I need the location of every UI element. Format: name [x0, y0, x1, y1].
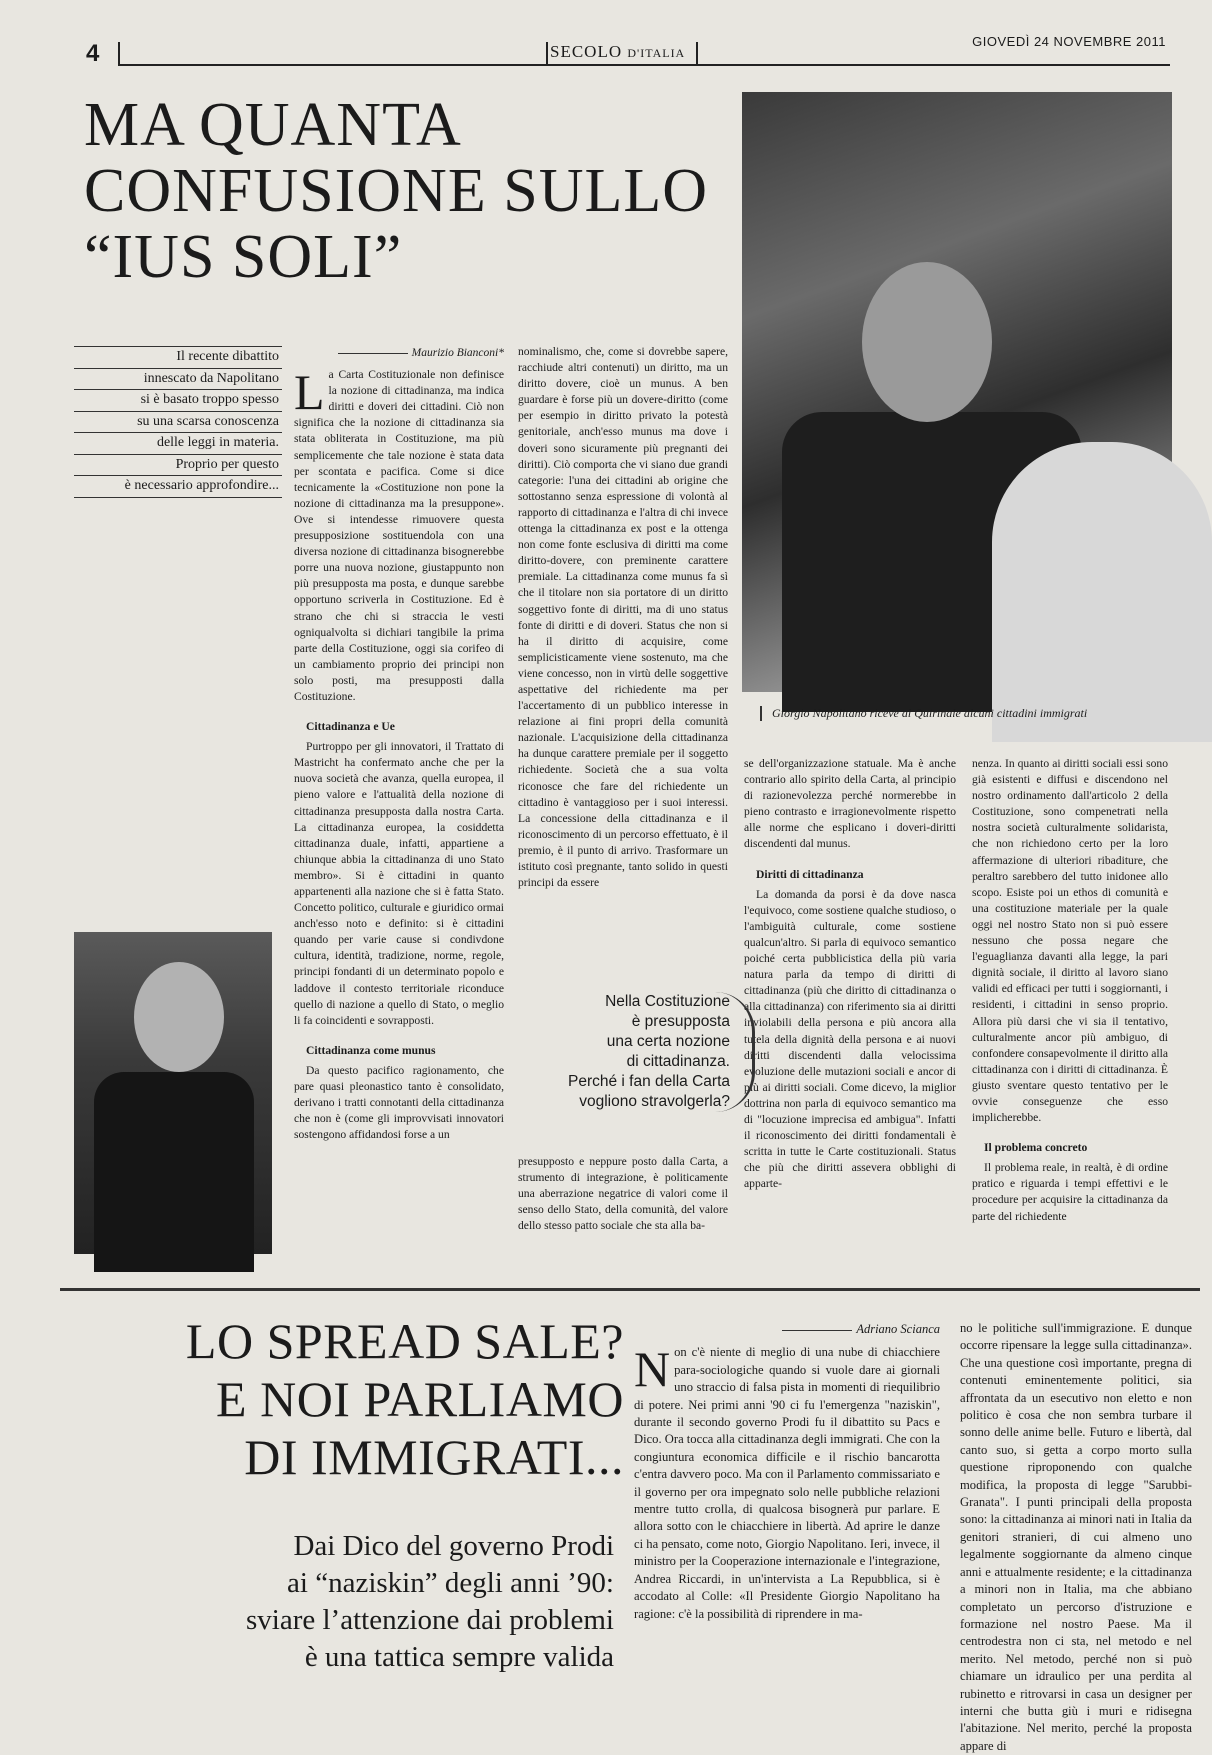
- article1-column-2: [518, 344, 728, 891]
- issue-date: GIOVEDÌ 24 NOVEMBRE 2011: [972, 34, 1166, 49]
- article2-column-2: [960, 1320, 1192, 1753]
- subhead-cittadinanza-ue: Cittadinanza e Ue: [306, 720, 395, 734]
- article1-headline: MA QUANTA CONFUSIONE SULLO “IUS SOLI”: [84, 91, 708, 291]
- pull-quote-line: Nella Costituzione: [605, 993, 730, 1010]
- pull-quote-line: Perché i fan della Carta: [568, 1073, 730, 1090]
- article2-col1-paragraph: Non c'è niente di meglio di una nube di chiacchiere para-sociologiche quando si vuole dare ai giornali uno straccio di falsa pista in momenti di riequilibrio di potere. Nei primi anni '90 ci fu l'emergenza "naziskin", durante il secondo governo Prodi fu il dibattito su Pacs e Dico. Ora tocca alla cittadinanza degli immigrati. Che con la congiuntura economica difficile e il rischio bancarotta c'entra davvero poco. Ma con il Parlamento commissariato e il governo per ora impegnato solo nelle pubbliche relazioni mentre tutto crolla, di qualcosa bisognerà pur parlare. E allora sotto con le chiacchiere in libertà. Ad aprire le danze ci ha pensato, come noto, Giorgio Napolitano. Ieri, invece, il ministro per la Cooperazione internazionale e l'integrazione, Andrea Riccardi, in un'intervista a La Repubblica, si è accodato al Colle: «Il Presidente Giorgio Napolitano ha ragione: c'è la possibilità di riprendere in ma-: [634, 1341, 940, 1621]
- article1-col4-paragraph: nenza. In quanto ai diritti sociali essi sono già esistenti e diffusi e discendono nel nostro ordinamento dall'articolo 2 della Costituzione, sono compenetrati nella nostra società culturalmente solidarista, che non richiedono certo per la loro affermazione di ulteriori ribaditure, che peraltro sarebbero del tutto inidonee allo scopo. Esiste poi un ethos di comunità e una costituzione materiale per la quale oggi nel nostro Stato non si può essere nessuno che possa negare che l'eguaglianza davanti alla legge, la pari dignità sociale, il diritto al lavoro siano validi ed efficaci per tutti i soggiornanti, i residenti, i cittadini in senso proprio. Allora più darsi che vi sia il tentativo, culturalmente ancor più ambiguo, di confondere consapevolmente il diritto alla cittadinanza con i diritti di cittadinanza. È giusto sventare questo tentativo per le ovvie conseguenze che esso implicherebbe.: [972, 757, 1168, 1125]
- masthead-tick: [546, 42, 548, 66]
- article1-intro-paragraph: La Carta Costituzionale non definisce la nozione di cittadinanza, ma indica diritti e doveri dei cittadini. Ciò non significa che la nozione di cittadinanza sia stata obliterata in Costituzione, ma più semplicemente che tale nozione è stata data per scontata e pacifica. Come si dice tecnicamente la «Costituzione non pone la nozione di cittadinanza ma la presuppone». Ove si intendesse rimuovere questa presupposizione sostituendola con una diversa nozione di cittadinanza bisognerebbe porre una nuova nozione, giustappunto non più presupposta ma posta, e dunque sarebbe opportuno scriverla in Costituzione. Ed è strano che chi si straccia le vesti ogniqualvolta si dichiari tangibile la prima parte della Costituzione, oggi sia corifeo di un cambiamento proprio dei principi non solo posti, ma presupposti dalla Costituzione.: [294, 364, 504, 703]
- masthead-rule: [120, 64, 1170, 66]
- pull-quote-line: vogliono stravolgerla?: [579, 1093, 730, 1110]
- article2-subtitle: [104, 1528, 614, 1676]
- article2-col2-paragraph: no le politiche sull'immigrazione. E dunque occorre ripensare la legge sulla cittadinanza». Che una questione così importante, pregna di contenuti eminentemente politici, sia affrontata da un esecutivo non eletto e non politico è cosa che non sembra turbare il sonno delle anime belle. Futuro e libertà, dal canto suo, si getta a corpo morto sulla questione riproponendo con qualche modifica, la proposta di legge "Sarubbi-Granata". I punti principali della proposta sono: la cittadinanza ai minori nati in Italia da genitori stranieri, di cui almeno uno legalmente soggiornante da almeno cinque anni e attualmente residente; e la cittadinanza a minori non in Italia, ma che abbiano completato un percorso d'istruzione e formazione nel nostro Paese. Ma il centrodestra non ci sta, nel metodo e nel merito. Nel metodo, perché non si può chiamare un idraulico per una perdita al rubinetto e ritrovarsi in casa un designer per interni che butta giù i muri e ridisegna l'abitazione. Nel merito, perché la proposta appare di: [960, 1321, 1192, 1753]
- article2-headline: [104, 1312, 624, 1486]
- article1-col3-paragraph: La domanda da porsi è da dove nasca l'equivoco, come sostiene qualche studioso, o l'ambiguità culturale, come sostiene qualcun'altro. Si parla di equivoco semantico poiché certa pubblicistica della più varia natura parla da tempo di diritti di cittadinanza (più che diritto di cittadinanza o alla cittadinanza) con riferimento sia ai diritti inviolabili della persona e più ancora alla tutela della dignità della persona e ai nuovi diritti discendenti dalla velocissima evoluzione delle mutazioni sociali e ancor di più ai diritti sociali. Come dicevo, la miglior dottrina non parla di equivoco semantico ma di "locuzione imprecisa ed ambigua". Infatti il riconoscimento dei diritti fondamentali è scritta in tutte le Carte costituzionali. Status che più che diritti assevera obblighi di apparte-: [744, 887, 956, 1191]
- masthead-tick: [118, 42, 120, 66]
- article-divider: [60, 1288, 1200, 1291]
- article2-byline: Adriano Scianca: [634, 1320, 940, 1338]
- article1-col4-bottom-paragraph: Il problema reale, in realtà, è di ordine pratico e riguarda i tempi effettivi e le procedure per acquisire la cittadinanza da parte del richiedente: [972, 1161, 1168, 1223]
- article1-ue-paragraph: Purtroppo per gli innovatori, il Trattato di Mastricht ha confermato anche che per la nuova società che avanza, quella europea, il pieno valore e l'attualità della nozione di cittadinanza presupposta dalla nostra Carta. La cittadinanza europea, la cosiddetta cittadinanza duale, infatti, appartiene a chiunque abbia la cittadinanza di uno Stato membro». Si è cittadini in quanto appartenenti alla nazione che si è fatta Stato. Concetto politico, culturale e giuridico ormai anch'esso noto e definito: si è cittadini quando per varie cause si condivdone cultura, identità, tradizione, norme, regole, principi fondanti di un determinato popolo e laddove il contesto territoriale riconduce quello di nazione a quello di Stato, o meglio li fa coincidenti e sovrapposti.: [294, 740, 504, 1027]
- masthead: [80, 30, 1170, 70]
- article1-col2-paragraph: nominalismo, che, come si dovrebbe sapere, racchiude altri contenuti) un diritto, ma un diritto dovere, cioè un munus. A ben guardare è forse più un dovere-diritto (come per esempio in diritto privato la potestà genitoriale, anch'esso munus ma dove i doveri sono sicuramente più pregnanti dei diritti). Ciò comporta che vi siano due grandi categorie: l'una dei cittadini ab origine che sottostanno senza espressione di volontà al rapporto di cittadinanza e l'altra di chi invece ottenga la cittadinanza ex post e la ottenga non come fonte esclusiva di diritti ma come diritto-dovere, con preminente carattere premiale. La cittadinanza come munus fa sì che il titolare non sia portatore di un diritto soggettivo fonte di diritti, ma di uno status fonte di diritti e di doveri. Status che non si ha il diritto di acquisire, come semplicisticamente viene sostenuto, ma che viene concesso, non in virtù delle soggettive aspettative del richiedente ma per l'accertamento di un pubblico interesse in relazione ai fini propri della comunità nazionale. L'acquisizione della cittadinanza ha dunque carattere premiale per il soggetto richiedente. Società che a sua volta riconosce che fare del richiedente un cittadino è vantaggioso per i suoi interessi. La concessione della cittadinanza e il riconoscimento di un percorso effettuato, è il premio, è il punto di arrivo. Trasformare un istituto così pregnante, tanto solido in questi principi da essere: [518, 345, 728, 890]
- subhead-diritti-cittadinanza: Diritti di cittadinanza: [756, 867, 864, 881]
- summary-line: Proprio per questo: [74, 455, 282, 477]
- paper-name-main: SECOLO: [550, 42, 623, 61]
- summary-line: è necessario approfondire...: [74, 476, 282, 498]
- paper-name: [550, 42, 685, 62]
- summary-line: Il recente dibattito: [74, 346, 282, 369]
- page-number: 4: [86, 40, 100, 67]
- article1-col2-bottom-paragraph: presupposto e neppure posto dalla Carta, a strumento di integrazione, è politicamente una aberrazione negatrice di valori come il senso dello Stato, della comunità, del valore dello stesso patto sociale che sta alla ba-: [518, 1155, 728, 1233]
- pull-quote-line: una certa nozione: [606, 1033, 730, 1050]
- pull-quote-line: è presupposta: [631, 1013, 730, 1030]
- subhead-problema-concreto: Il problema concreto: [984, 1141, 1088, 1155]
- dropcap: N: [634, 1341, 671, 1398]
- article1-column-3: [744, 756, 956, 1192]
- article1-munus-paragraph: Da questo pacifico ragionamento, che pare quasi pleonastico tanto è consolidato, derivano i tratti connotanti della cittadinanza che non è (come gli improvvisati innovatori sostengono affidandosi forse a un: [294, 1063, 504, 1142]
- summary-line: innescato da Napolitano: [74, 369, 282, 391]
- pull-quote-line: di cittadinanza.: [626, 1053, 730, 1070]
- article1-col3-top-paragraph: se dell'organizzazione statuale. Ma è anche contrario allo spirito della Carta, al principio di razionevolezza perché normerebbe in pieno contrasto e irragionevolmente rispetto alle norme che esplicano i doveri-diritti discendenti dal munus.: [744, 757, 956, 851]
- article1-summary: [74, 346, 282, 498]
- article2-subtitle-line: ai “naziskin” degli anni ’90:: [287, 1567, 614, 1599]
- article2-headline-line: E NOI PARLIAMO: [216, 1371, 624, 1427]
- article2-headline-line: DI IMMIGRATI...: [244, 1429, 624, 1485]
- article2-subtitle-line: è una tattica sempre valida: [304, 1641, 614, 1673]
- summary-line: delle leggi in materia.: [74, 433, 282, 455]
- masthead-tick: [696, 42, 698, 66]
- summary-line: si è basato troppo spesso: [74, 390, 282, 412]
- pull-quote: [520, 992, 755, 1112]
- summary-line: su una scarsa conoscenza: [74, 412, 282, 434]
- article1-byline: Maurizio Bianconi*: [294, 344, 504, 361]
- photo-caption: Giorgio Napolitano riceve al Quirinale alcuni cittadini immigrati: [760, 706, 1182, 721]
- article2-subtitle-line: sviare l’attenzione dai problemi: [246, 1604, 614, 1636]
- article1-column-1: [294, 344, 504, 1143]
- paper-name-suffix: D'ITALIA: [627, 46, 686, 60]
- dropcap: L: [294, 364, 325, 421]
- article1-column-2-bottom: [518, 1154, 728, 1234]
- article1-column-4: [972, 756, 1168, 1225]
- author-photo: [74, 932, 272, 1254]
- article2-headline-line: LO SPREAD SALE?: [185, 1313, 624, 1369]
- napolitano-photo: [742, 92, 1172, 692]
- article2-subtitle-line: Dai Dico del governo Prodi: [293, 1530, 614, 1562]
- subhead-cittadinanza-munus: Cittadinanza come munus: [306, 1043, 436, 1057]
- article2-column-1: [634, 1320, 940, 1740]
